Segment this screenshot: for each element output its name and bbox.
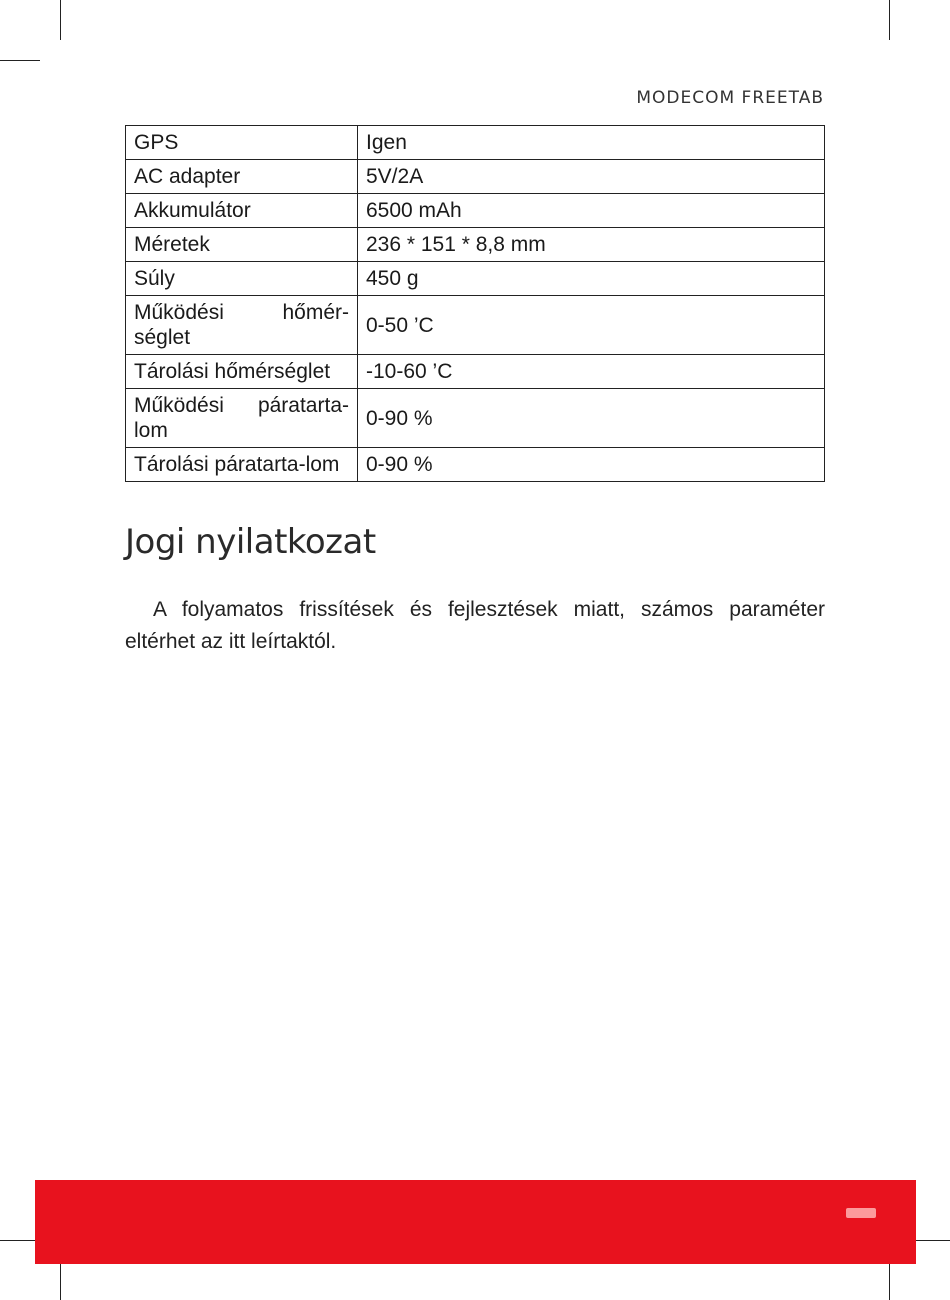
spec-label: Működési páratarta-lom [126,389,358,448]
spec-label: AC adapter [126,160,358,194]
crop-mark [889,0,890,40]
spec-label: Súly [126,262,358,296]
crop-mark [60,1262,61,1300]
spec-label: GPS [126,126,358,160]
table-row [126,296,825,355]
spec-value: 450 g [358,262,825,296]
table-row [126,355,825,389]
table-row [126,160,825,194]
spec-value: 0-50 ’C [358,296,825,355]
spec-value: -10-60 ’C [358,355,825,389]
crop-mark [60,0,61,40]
spec-value: 5V/2A [358,160,825,194]
crop-mark [889,1262,890,1300]
page-number-marker [846,1208,876,1218]
spec-value: 6500 mAh [358,194,825,228]
section-body: A folyamatos frissítések és fejlesztések miatt, számos paraméter eltérhet az itt leírtaktól. [125,598,825,653]
crop-mark [910,1240,950,1241]
table-row [126,389,825,448]
spec-label: Működési hőmér-séglet [126,296,358,355]
table-row [126,228,825,262]
spec-label: Tárolási hőmérséglet [126,355,358,389]
crop-mark [0,1240,40,1241]
table-row [126,262,825,296]
spec-label: Akkumulátor [126,194,358,228]
header-brand: MODECOM FREETAB [636,88,824,108]
crop-mark [0,60,40,61]
spec-value: 0-90 % [358,389,825,448]
table-row [126,194,825,228]
spec-value: Igen [358,126,825,160]
footer-bar [35,1180,916,1264]
spec-table [125,125,825,482]
table-row [126,126,825,160]
spec-value: 236 * 151 * 8,8 mm [358,228,825,262]
table-row [126,448,825,482]
spec-value: 0-90 % [358,448,825,482]
section-title: Jogi nyilatkozat [125,522,376,562]
spec-label: Méretek [126,228,358,262]
spec-label: Tárolási páratarta-lom [126,448,358,482]
